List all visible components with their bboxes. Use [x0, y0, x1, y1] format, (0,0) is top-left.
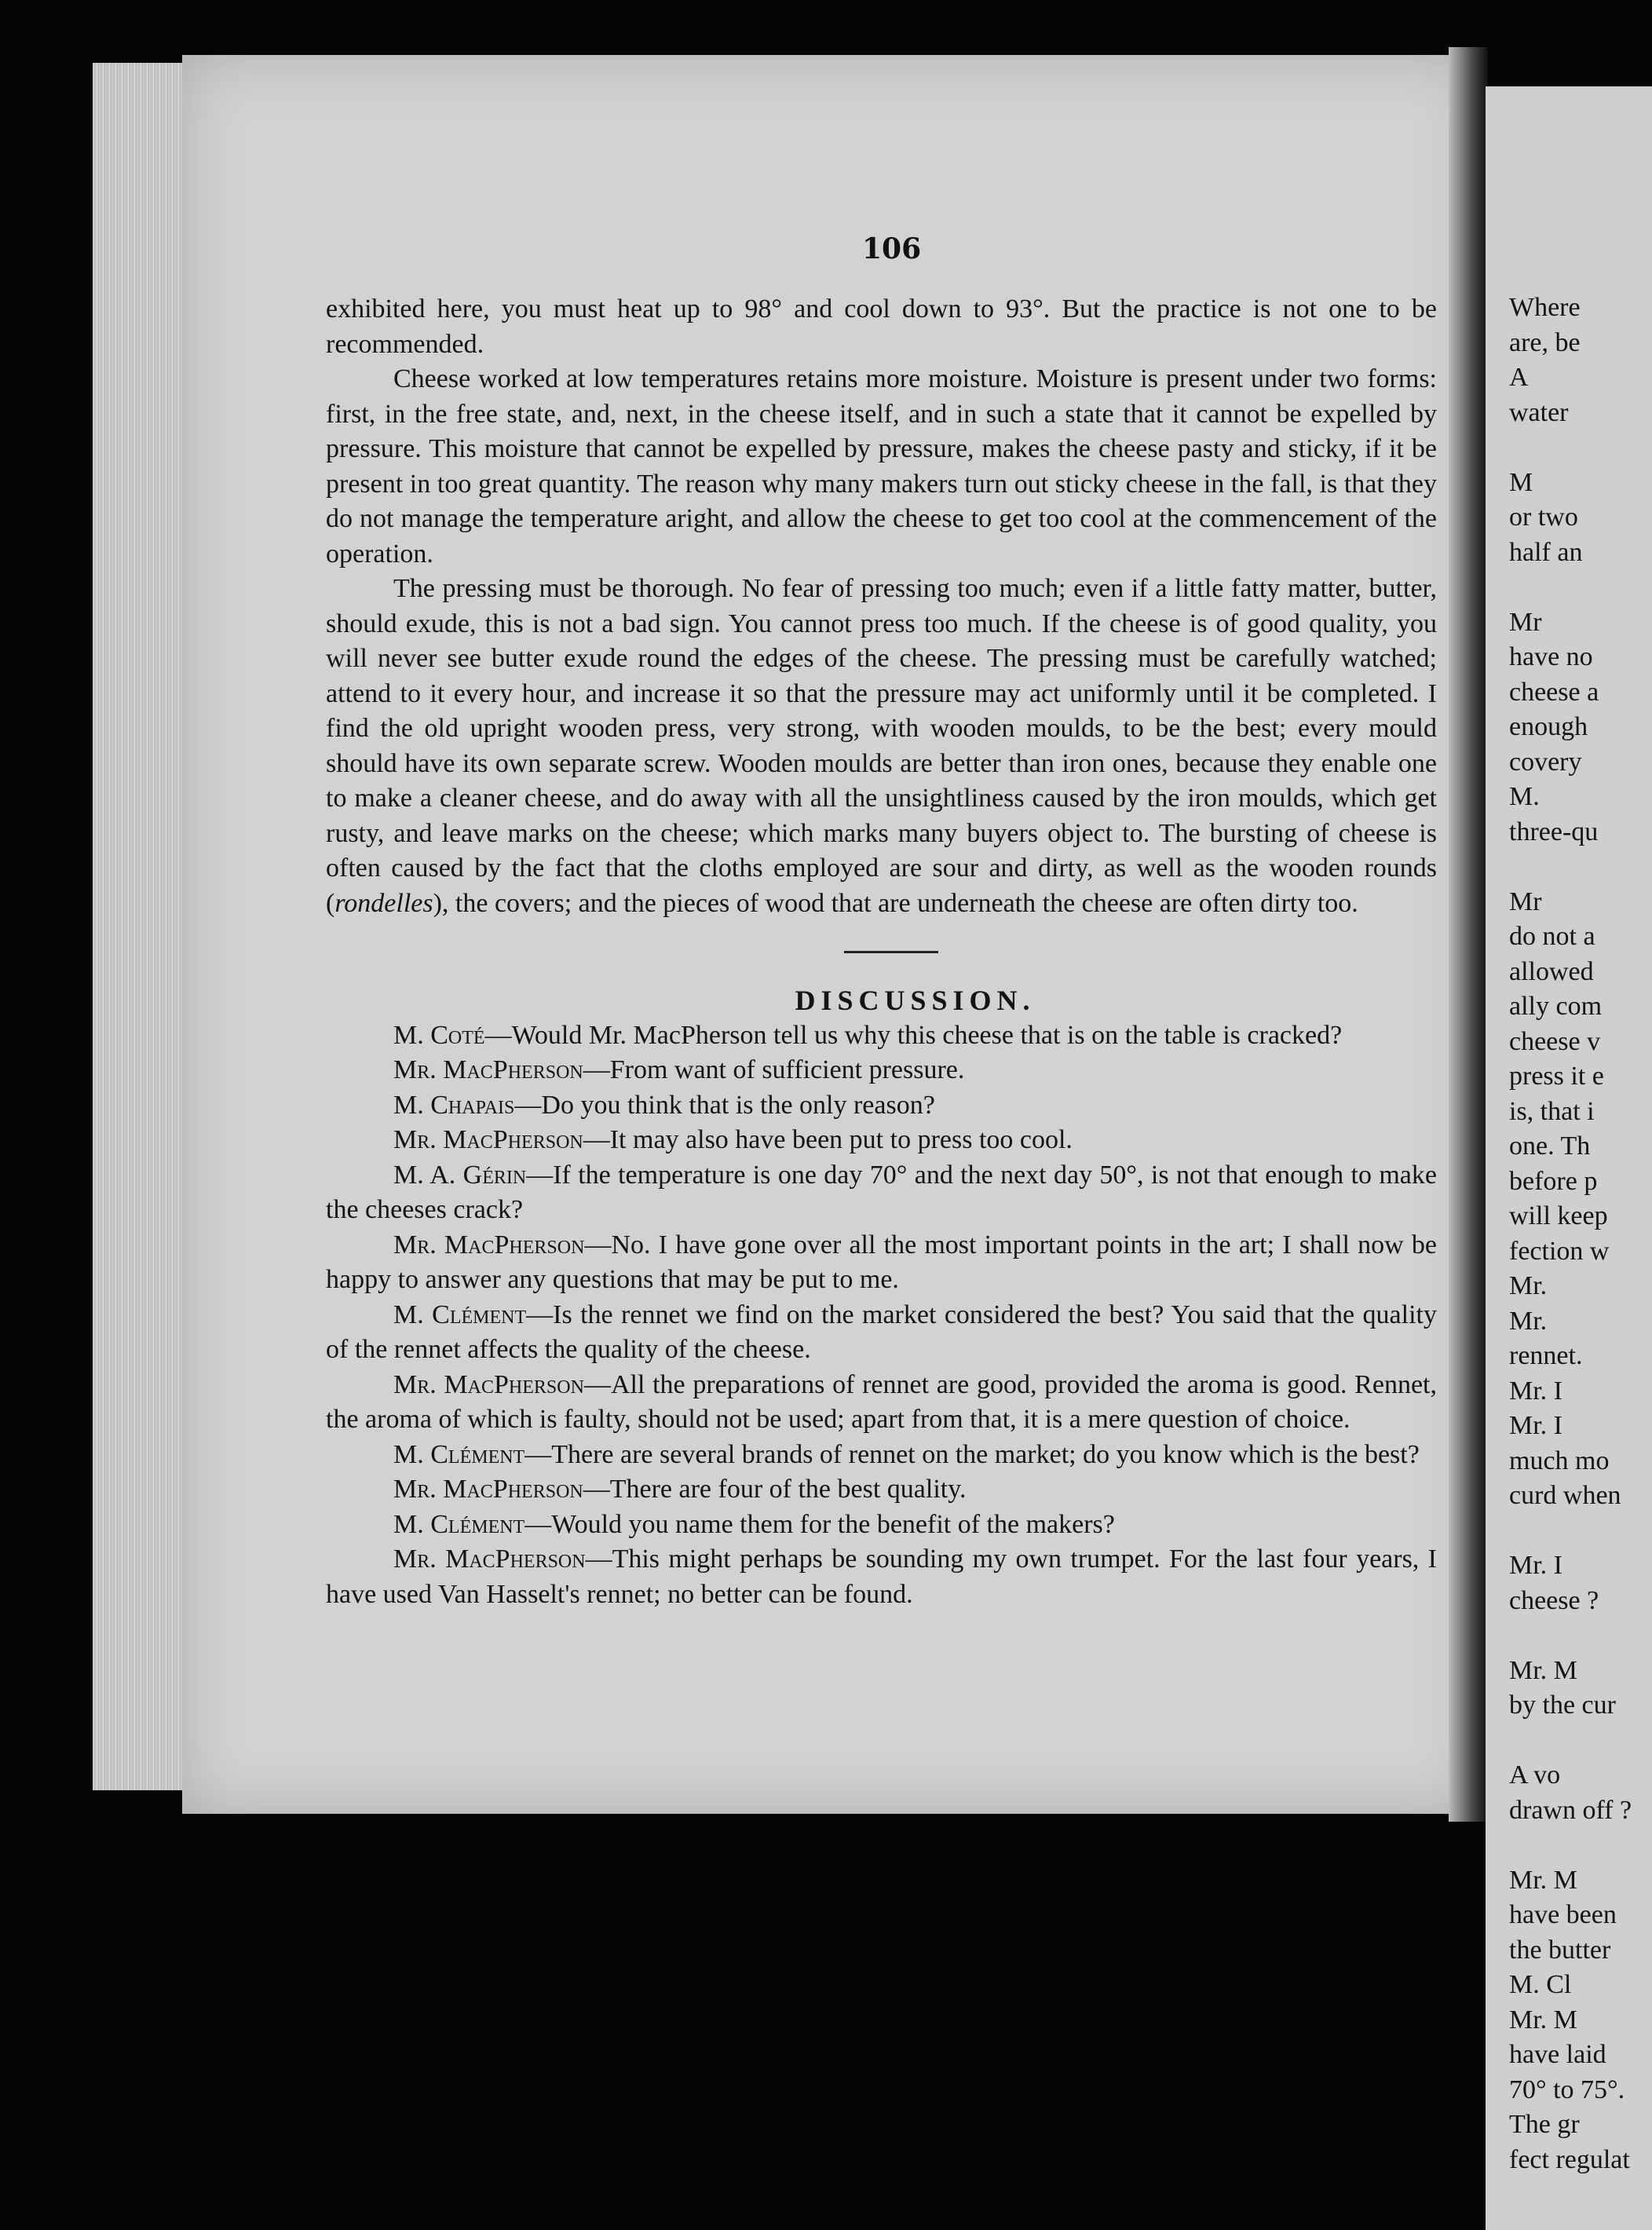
section-divider	[844, 951, 938, 953]
speaker-name: M. A. Gérin	[393, 1160, 527, 1190]
speaker-text: —Would Mr. MacPherson tell us why this cheese that is on the table is cracked?	[484, 1020, 1343, 1050]
right-page-line: Mr. I	[1509, 1551, 1562, 1580]
right-page-line: is, that i	[1509, 1096, 1595, 1126]
right-page-line: press it e	[1509, 1062, 1604, 1091]
right-page-line: rennet.	[1509, 1341, 1583, 1370]
right-page-line: Mr. M	[1509, 1865, 1577, 1895]
discussion-entry	[326, 1053, 1437, 1088]
speaker-text: —All the preparations of rennet are good, provided the aroma is good. Rennet, the aroma of which is faulty, should not be used; apart from that, it is a mere question of choice.	[326, 1369, 1437, 1434]
speaker-text: —Would you name them for the benefit of the makers?	[524, 1509, 1115, 1539]
right-page-line: Mr.	[1509, 1271, 1548, 1300]
speaker-name: M. Clément	[393, 1439, 525, 1469]
discussion-entry	[326, 1368, 1437, 1438]
right-page-line: Mr	[1509, 887, 1542, 916]
right-page-line: M	[1509, 467, 1533, 497]
book-page-edges	[93, 63, 195, 1790]
right-page-line: one. Th	[1509, 1131, 1591, 1161]
right-page-line: are, be	[1509, 327, 1581, 357]
right-page-line: fection w	[1509, 1236, 1610, 1266]
right-page-line: the butter	[1509, 1935, 1611, 1965]
right-page-line: water	[1509, 397, 1569, 427]
speaker-text: —This might perhaps be sounding my own trumpet. For the last four years, I have used Van Hasselt's rennet; no better can be found.	[326, 1545, 1437, 1609]
right-page-line	[1509, 1724, 1652, 1759]
right-page-line: or two	[1509, 503, 1578, 532]
page-number: 106	[862, 232, 922, 265]
right-page-line: A	[1509, 363, 1529, 392]
discussion-heading: DISCUSSION.	[795, 985, 1036, 1016]
discussion-entry	[326, 1158, 1437, 1228]
right-page-line: Mr. M	[1509, 1655, 1577, 1685]
right-page-line: much mo	[1509, 1446, 1610, 1475]
right-page-line: ally com	[1509, 992, 1603, 1021]
speaker-name: M. Chapais	[393, 1090, 515, 1120]
speaker-name: Mr. MacPherson	[393, 1475, 583, 1504]
right-page-line: Mr. I	[1509, 1376, 1562, 1406]
right-page-line: will keep	[1509, 1201, 1608, 1230]
right-page-line: drawn off ?	[1509, 1795, 1632, 1825]
right-page	[1486, 86, 1652, 2230]
page-text	[326, 292, 1437, 1612]
right-page-line: enough	[1509, 712, 1588, 741]
right-page-line: fect regulat	[1509, 2144, 1630, 2174]
right-page-line: 70° to 75°.	[1509, 2075, 1625, 2104]
right-page-line: M. Cl	[1509, 1970, 1572, 1999]
right-page-line	[1509, 850, 1652, 885]
right-page-line: A vo	[1509, 1760, 1561, 1789]
speaker-name: Mr. MacPherson	[393, 1055, 583, 1084]
right-page-line	[1509, 430, 1652, 466]
right-page-line: have no	[1509, 642, 1593, 671]
speaker-name: Mr. MacPherson	[393, 1545, 586, 1574]
speaker-text: —Do you think that is the only reason?	[514, 1090, 935, 1120]
right-page-line: three-qu	[1509, 817, 1599, 846]
speaker-text: —It may also have been put to press too cool.	[583, 1125, 1073, 1154]
discussion-entry	[326, 1438, 1437, 1473]
book-spine	[1449, 47, 1488, 1822]
speaker-name: M. Clément	[393, 1509, 525, 1539]
discussion-entry	[326, 1508, 1437, 1543]
right-page-line: cheese a	[1509, 677, 1599, 707]
right-page-line: Mr. M	[1509, 2005, 1577, 2034]
right-page-line: do not a	[1509, 922, 1595, 951]
right-page-line: M.	[1509, 782, 1540, 811]
right-page-line: have been	[1509, 1900, 1617, 1929]
right-page-line: before p	[1509, 1166, 1598, 1196]
speaker-text: —Is the rennet we find on the market considered the best? You said that the quality of the rennet affects the quality of the cheese.	[326, 1300, 1437, 1364]
right-page-line: Where	[1509, 293, 1581, 322]
right-page-line: Mr	[1509, 607, 1542, 637]
speaker-text: —No. I have gone over all the most important points in the art; I shall now be happy to answer any questions that may be put to me.	[326, 1230, 1438, 1294]
right-page-line: cheese v	[1509, 1026, 1601, 1056]
paragraph: exhibited here, you must heat up to 98° and cool down to 93°. But the practice is not one to be recommended.	[326, 294, 1437, 359]
speaker-name: M. Clément	[393, 1300, 527, 1329]
discussion-entry	[326, 1123, 1437, 1158]
paragraph: Cheese worked at low temperatures retains more moisture. Moisture is present under two forms: first, in the free state, and, next, in the cheese itself, and in such a state that it cannot be expelled by pressure. This moisture that cannot be expelled by pressure, makes the cheese pasty and sticky, if it be present in too great quantity. The reason why many makers turn out sticky cheese in the fall, is that they do not manage the temperature aright, and allow the cheese to get too cool at the commencement of the operation.	[326, 364, 1437, 568]
speaker-text: —There are four of the best quality.	[583, 1475, 967, 1504]
discussion-entry	[326, 1228, 1437, 1298]
right-page-line: Mr.	[1509, 1306, 1548, 1336]
discussion-entry	[326, 1088, 1437, 1124]
right-page-line	[1509, 1514, 1652, 1549]
right-page-line: cheese ?	[1509, 1585, 1599, 1615]
discussion-entry	[326, 1018, 1437, 1054]
right-page-line: by the cur	[1509, 1691, 1616, 1720]
right-page-line: The gr	[1509, 2110, 1580, 2139]
discussion-entry	[326, 1472, 1437, 1508]
speaker-name: M. Coté	[393, 1020, 485, 1050]
right-page-line: half an	[1509, 537, 1583, 567]
discussion-entry	[326, 1542, 1437, 1612]
right-page-text-fragments	[1509, 291, 1652, 2177]
speaker-name: Mr. MacPherson	[393, 1125, 583, 1154]
right-page-line: have laid	[1509, 2040, 1606, 2069]
right-page-line: allowed	[1509, 956, 1594, 986]
speaker-name: Mr. MacPherson	[393, 1369, 584, 1399]
discussion-entry	[326, 1298, 1437, 1368]
right-page-line	[1509, 570, 1652, 605]
right-page-line: covery	[1509, 747, 1582, 777]
right-page-line: curd when	[1509, 1481, 1621, 1510]
speaker-text: —If the temperature is one day 70° and the next day 50°, is not that enough to make the cheeses crack?	[326, 1160, 1437, 1224]
paragraph: The pressing must be thorough. No fear of pressing too much; even if a little fatty matter, butter, should exude, this is not a bad sign. You cannot press too much. If the cheese is of good quality, you will never see butter exude round the edges of the cheese. The pressing must be carefully watched; attend to it every hour, and increase it so that the pressure may act uniformly until it be completed. I find the old upright wooden press, very strong, with wooden moulds, to be the best; every mould should have its own separate screw. Wooden moulds are better than iron ones, because they enable one to make a cleaner cheese, and do away with all the unsightliness caused by the iron moulds, which get rusty, and leave marks on the cheese; which marks many buyers object to. The bursting of cheese is often caused by the fact that the cloths employed are sour and dirty, as well as the wooden rounds (rondelles), the covers; and the pieces of wood that are underneath the cheese are often dirty too.	[326, 574, 1437, 918]
right-page-line: Mr. I	[1509, 1411, 1562, 1440]
speaker-name: Mr. MacPherson	[393, 1230, 585, 1259]
speaker-text: —There are several brands of rennet on the market; do you know which is the best?	[524, 1439, 1420, 1469]
discussion-list	[326, 1018, 1437, 1613]
speaker-text: —From want of sufficient pressure.	[583, 1055, 965, 1084]
right-page-line	[1509, 1828, 1652, 1863]
right-page-line	[1509, 1618, 1652, 1654]
